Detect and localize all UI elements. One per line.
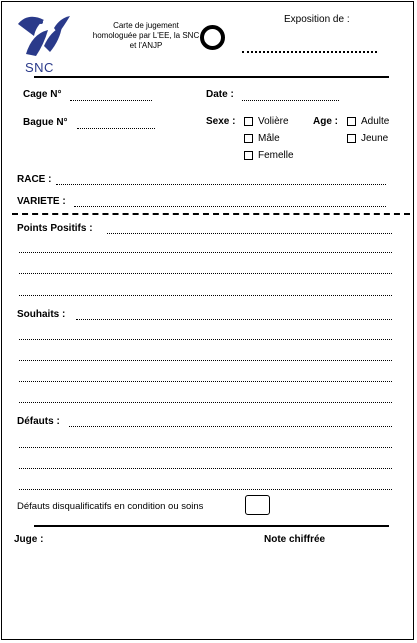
points-positifs-label: Points Positifs :: [17, 223, 93, 234]
sexe-option-femelle[interactable]: Femelle: [244, 150, 294, 161]
defauts-line[interactable]: [19, 468, 392, 469]
juge-label: Juge :: [14, 534, 44, 545]
defauts-line[interactable]: [19, 447, 392, 448]
note-label: Note chiffrée: [264, 534, 326, 545]
souhaits-line[interactable]: [19, 402, 392, 403]
dashed-divider: [12, 213, 410, 215]
souhaits-line[interactable]: [19, 381, 392, 382]
cage-field[interactable]: [70, 100, 152, 101]
sexe-option-voliere[interactable]: Volière: [244, 116, 289, 127]
exposition-field[interactable]: [242, 51, 377, 53]
points-positifs-line[interactable]: [107, 233, 392, 234]
date-label: Date :: [206, 89, 234, 100]
homologation-text: Carte de jugement homologuée par L'EE, la SNC et l'ANJP: [92, 21, 200, 50]
race-field[interactable]: [56, 184, 386, 185]
checkbox-icon[interactable]: [244, 117, 253, 126]
age-label: Age :: [313, 116, 338, 127]
sexe-label: Sexe :: [206, 116, 236, 127]
defauts-line[interactable]: [69, 426, 392, 427]
disqualif-box[interactable]: [245, 495, 270, 515]
variete-label: VARIETE :: [17, 196, 66, 207]
checkbox-icon[interactable]: [347, 117, 356, 126]
souhaits-line[interactable]: [19, 360, 392, 361]
checkbox-icon[interactable]: [244, 151, 253, 160]
sexe-option-male[interactable]: Mâle: [244, 133, 280, 144]
date-field[interactable]: [242, 100, 339, 101]
bague-field[interactable]: [77, 128, 155, 129]
circle-mark: [200, 25, 225, 50]
judging-card: [1, 1, 414, 640]
race-label: RACE :: [17, 174, 52, 185]
defauts-label: Défauts :: [17, 416, 60, 427]
exposition-label: Exposition de :: [284, 14, 350, 25]
souhaits-line[interactable]: [19, 339, 392, 340]
points-positifs-line[interactable]: [19, 295, 392, 296]
checkbox-icon[interactable]: [244, 134, 253, 143]
points-positifs-line[interactable]: [19, 252, 392, 253]
cage-label: Cage N°: [23, 89, 62, 100]
footer-divider: [34, 525, 389, 527]
checkbox-icon[interactable]: [347, 134, 356, 143]
header-divider: [34, 76, 389, 78]
disqualif-label: Défauts disqualificatifs en condition ou soins: [17, 501, 204, 512]
souhaits-line[interactable]: [76, 319, 392, 320]
logo-text: SNC: [25, 60, 54, 75]
souhaits-label: Souhaits :: [17, 309, 66, 320]
bague-label: Bague N°: [23, 117, 68, 128]
defauts-line[interactable]: [19, 489, 392, 490]
variete-field[interactable]: [74, 206, 386, 207]
age-option-jeune[interactable]: Jeune: [347, 133, 388, 144]
age-option-adulte[interactable]: Adulte: [347, 116, 389, 127]
points-positifs-line[interactable]: [19, 273, 392, 274]
